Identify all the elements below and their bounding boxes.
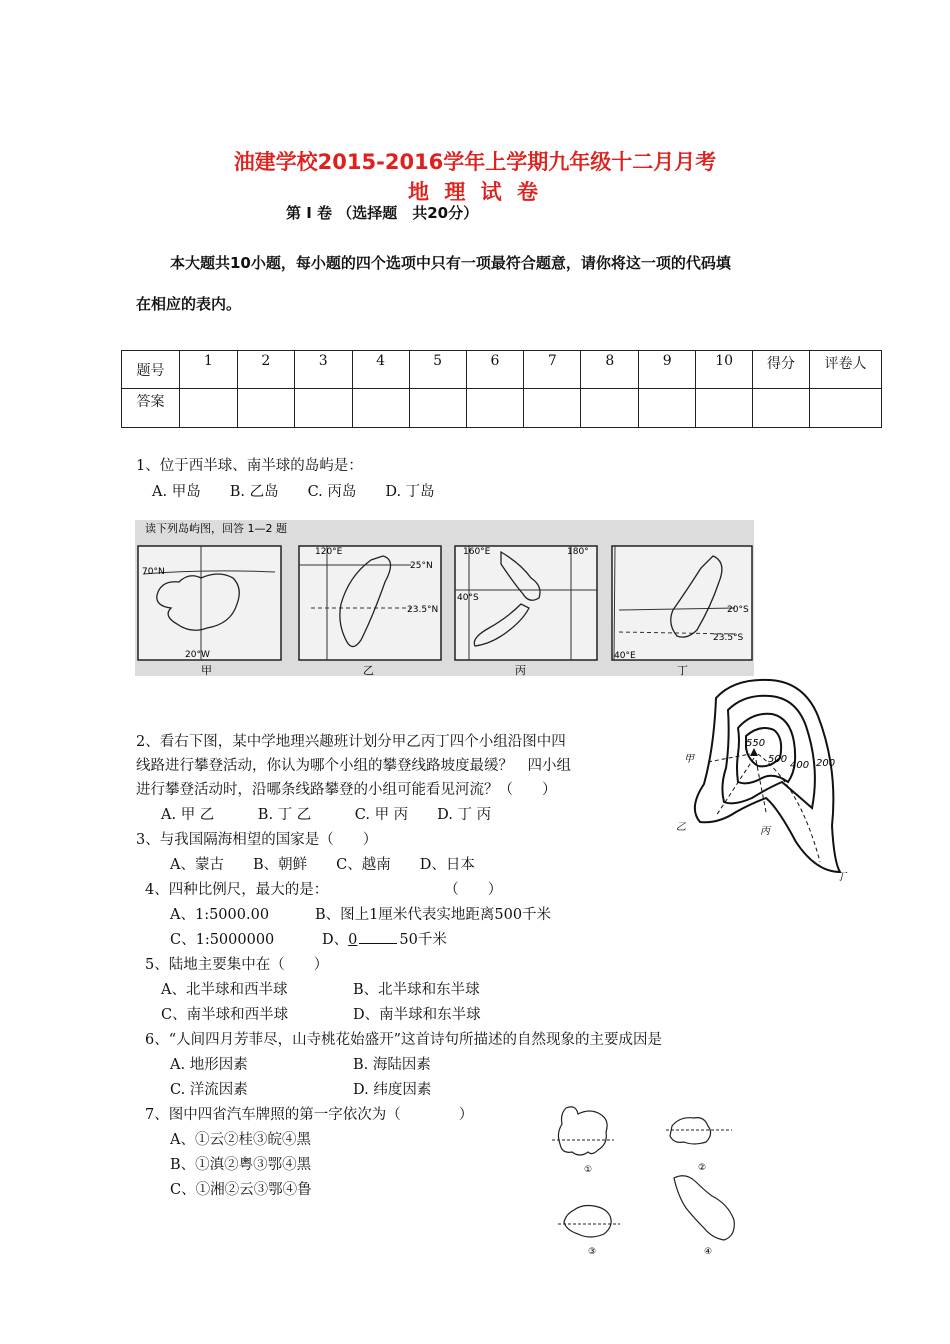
q5-option-c: C、南半球和西半球	[161, 1007, 289, 1023]
table-cell: 10	[696, 351, 753, 389]
instructions-line1: 本大题共10小题，每小题的四个选项中只有一项最符合题意，请你将这一项的代码填	[170, 254, 731, 272]
island-map-figure	[135, 520, 754, 676]
q6-option-d: D. 纬度因素	[353, 1082, 432, 1098]
answer-table	[121, 350, 882, 428]
q6-option-c: C. 洋流因素	[170, 1082, 248, 1098]
province-1-outline	[558, 1107, 607, 1155]
answer-table-header-row	[122, 351, 882, 389]
province-3-outline	[564, 1206, 611, 1238]
q7-option-a: A、①云②桂③皖④黑	[170, 1132, 311, 1148]
svg-text:丙: 丙	[760, 826, 770, 837]
panel-label-bing: 丙	[515, 664, 526, 676]
q3-stem: 3、与我国隔海相望的国家是（ ）	[136, 832, 378, 848]
q1-options: A. 甲岛 B. 乙岛 C. 丙岛 D. 丁岛	[152, 484, 435, 500]
table-cell: 3	[294, 351, 352, 389]
q4-option-d: D、0 50千米	[322, 932, 447, 948]
svg-text:20°S: 20°S	[727, 605, 749, 615]
panel-label-ding: 丁	[677, 664, 688, 676]
svg-text:160°E: 160°E	[463, 547, 491, 557]
svg-text:550: 550	[746, 738, 766, 749]
q7-stem: 7、图中四省汽车牌照的第一字依次为（ ）	[145, 1107, 474, 1123]
panel-label-jia: 甲	[201, 664, 212, 676]
svg-text:400: 400	[790, 760, 810, 771]
q7-option-b: B、①滇②粤③鄂④黑	[170, 1157, 312, 1173]
q4-stem: 4、四种比例尺，最大的是： （ ）	[145, 882, 503, 898]
table-cell: 题号	[122, 351, 180, 389]
svg-text:40°S: 40°S	[457, 593, 479, 603]
answer-cell[interactable]	[294, 389, 352, 428]
table-cell: 1	[179, 351, 237, 389]
instructions-line2: 在相应的表内。	[136, 295, 242, 313]
svg-text:②: ②	[698, 1163, 707, 1173]
svg-text:23.5°N: 23.5°N	[407, 605, 439, 615]
contour-map-figure	[670, 676, 860, 886]
table-cell: 2	[237, 351, 294, 389]
exam-subtitle: 地 理 试 卷	[408, 180, 542, 204]
answer-cell[interactable]	[639, 389, 696, 428]
map-panel-bing	[455, 546, 597, 660]
q4-option-b: B、图上1厘米代表实地距离500千米	[315, 907, 552, 923]
svg-text:40°E: 40°E	[614, 651, 636, 661]
svg-text:25°N: 25°N	[410, 561, 433, 571]
q7-option-c: C、①湘②云③鄂④鲁	[170, 1182, 312, 1198]
svg-text:乙: 乙	[676, 822, 686, 833]
province-4-outline	[674, 1176, 734, 1240]
q5-option-b: B、北半球和东半球	[353, 982, 480, 998]
q3-options: A、蒙古 B、朝鲜 C、越南 D、日本	[170, 857, 475, 873]
table-cell: 6	[466, 351, 524, 389]
q4-option-a: A、1:5000.00	[170, 907, 270, 923]
svg-text:③: ③	[588, 1247, 597, 1257]
svg-text:180°: 180°	[567, 547, 589, 557]
svg-text:70°N: 70°N	[142, 567, 165, 577]
svg-text:④: ④	[704, 1247, 713, 1257]
svg-text:甲: 甲	[684, 754, 694, 765]
section-heading: 第 I 卷 （选择题 共20分）	[286, 204, 479, 222]
table-cell: 7	[524, 351, 581, 389]
table-cell: 8	[581, 351, 639, 389]
svg-text:丁: 丁	[836, 872, 846, 883]
table-cell: 答案	[122, 389, 180, 428]
answer-table-answer-row	[122, 389, 882, 428]
answer-cell[interactable]	[810, 389, 882, 428]
province-outlines-figure	[548, 1100, 748, 1260]
table-cell: 5	[409, 351, 466, 389]
answer-cell[interactable]	[581, 389, 639, 428]
q6-option-b: B. 海陆因素	[353, 1057, 431, 1073]
exam-title: 油建学校2015-2016学年上学期九年级十二月月考	[233, 150, 717, 174]
answer-cell[interactable]	[352, 389, 409, 428]
answer-cell[interactable]	[524, 389, 581, 428]
q6-option-a: A. 地形因素	[170, 1057, 248, 1073]
q4-option-c: C、1:5000000	[170, 932, 275, 948]
answer-cell[interactable]	[466, 389, 524, 428]
panel-label-yi: 乙	[363, 664, 374, 676]
svg-text:120°E: 120°E	[315, 547, 343, 557]
province-2-outline	[670, 1118, 711, 1144]
island-map-caption: 读下列岛屿图，回答 1—2 题	[145, 522, 287, 535]
svg-text:500: 500	[768, 754, 788, 765]
answer-cell[interactable]	[409, 389, 466, 428]
q6-stem: 6、“人间四月芳菲尽，山寺桃花始盛开”这首诗句所描述的自然现象的主要成因是	[145, 1032, 663, 1048]
q5-stem: 5、陆地主要集中在（ ）	[145, 957, 329, 973]
q2-options: A. 甲 乙 B. 丁 乙 C. 甲 丙 D. 丁 丙	[161, 807, 492, 823]
q2-line2: 线路进行攀登活动，你认为哪个小组的攀登线路坡度最缓？ 四小组	[136, 758, 571, 774]
q5-option-a: A、北半球和西半球	[161, 982, 288, 998]
svg-text:200: 200	[816, 758, 836, 769]
answer-cell[interactable]	[753, 389, 810, 428]
table-cell: 得分	[753, 351, 810, 389]
q5-option-d: D、南半球和东半球	[353, 1007, 481, 1023]
svg-text:20°W: 20°W	[185, 650, 210, 660]
svg-text:①: ①	[584, 1165, 593, 1175]
q2-line1: 2、看右下图，某中学地理兴趣班计划分甲乙丙丁四个小组沿图中四	[136, 734, 566, 750]
table-cell: 9	[639, 351, 696, 389]
answer-cell[interactable]	[237, 389, 294, 428]
table-cell: 评卷人	[810, 351, 882, 389]
table-cell: 4	[352, 351, 409, 389]
svg-text:23.5°S: 23.5°S	[713, 633, 744, 643]
answer-cell[interactable]	[179, 389, 237, 428]
answer-cell[interactable]	[696, 389, 753, 428]
q2-line3: 进行攀登活动时，沿哪条线路攀登的小组可能看见河流？（ ）	[136, 782, 557, 798]
q1-stem: 1、位于西半球、南半球的岛屿是：	[136, 458, 363, 474]
